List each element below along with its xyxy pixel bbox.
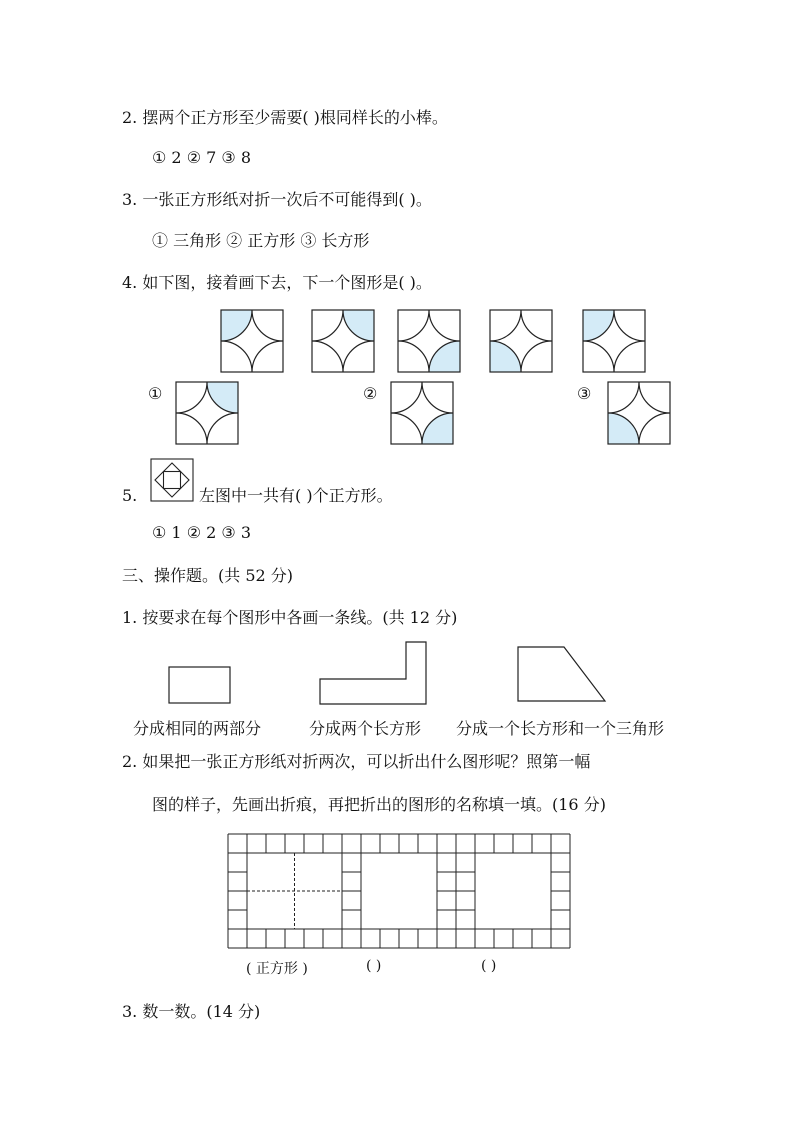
folding-grid-figure (220, 825, 580, 955)
caption-two-equal-parts: 分成相同的两部分 (133, 719, 262, 738)
option-3-square (608, 382, 670, 444)
question-3-options: ① 三角形 ② 正方形 ③ 长方形 (152, 231, 370, 250)
option-1-label: ① (148, 384, 163, 403)
section-3-q2-line2: 图的样子，先画出折痕，再把折出的图形的名称填一填。(16 分) (152, 795, 606, 814)
sequence-square-2 (312, 310, 374, 372)
section-3-q2-line1: 2. 如果把一张正方形纸对折两次，可以折出什么图形呢？照第一幅 (122, 752, 591, 771)
caption-two-rectangles: 分成两个长方形 (309, 719, 422, 738)
option-1-square (176, 382, 238, 444)
sequence-square-5 (583, 310, 645, 372)
sequence-square-3 (398, 310, 460, 372)
section-3-heading: 三、操作题。(共 52 分) (122, 566, 294, 585)
pattern-sequence-figure (0, 300, 794, 460)
option-2-square (391, 382, 453, 444)
divide-shapes-figure (0, 640, 794, 710)
question-3-text: 3. 一张正方形纸对折一次后不可能得到( )。 (122, 190, 432, 209)
sequence-square-4 (490, 310, 552, 372)
l-shape (320, 642, 426, 704)
option-2-label: ② (363, 384, 378, 403)
section-3-q1-text: 1. 按要求在每个图形中各画一条线。(共 12 分) (122, 608, 458, 627)
nested-squares-figure (150, 458, 196, 504)
sequence-square-1 (221, 310, 283, 372)
section-3-q3-text: 3. 数一数。(14 分) (122, 1002, 261, 1021)
answer-blank-3: ( ) (481, 958, 497, 974)
question-5-number: 5. (122, 486, 138, 505)
rectangle-shape (169, 667, 230, 703)
option-3-label: ③ (577, 384, 592, 403)
question-5-options: ① 1 ② 2 ③ 3 (152, 523, 251, 542)
trapezoid-shape (518, 647, 605, 701)
question-5-text: 左图中一共有( )个正方形。 (199, 486, 393, 505)
question-4-text: 4. 如下图，接着画下去，下一个图形是( )。 (122, 273, 432, 292)
caption-rectangle-and-triangle: 分成一个长方形和一个三角形 (456, 719, 665, 738)
answer-square: ( 正方形 ) (246, 961, 308, 977)
answer-blank-2: ( ) (366, 958, 382, 974)
question-2-text: 2. 摆两个正方形至少需要( )根同样长的小棒。 (122, 108, 448, 127)
question-2-options: ① 2 ② 7 ③ 8 (152, 148, 251, 167)
